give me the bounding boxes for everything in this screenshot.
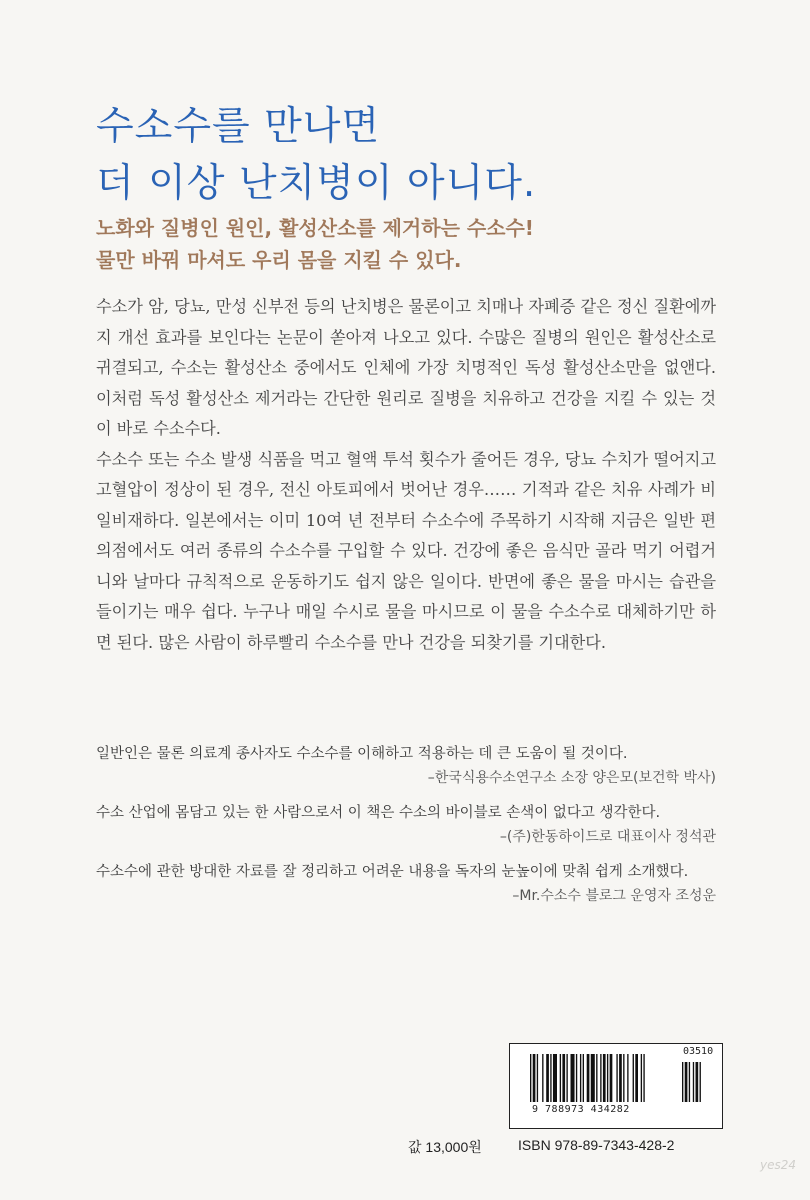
barcode-bar [596,1054,597,1102]
barcode-bar [550,1054,551,1102]
barcode-bar [537,1054,538,1102]
barcode-digits: 9 788973 434282 [532,1104,630,1115]
barcode-bars [530,1054,705,1106]
barcode-addon-bar [700,1062,701,1102]
endorsement-attribution: –한국식용수소연구소 소장 양은모(보건학 박사) [427,770,716,786]
barcode-bar [542,1054,543,1102]
barcode-bar [635,1054,638,1102]
headline-line-2: 더 이상 난치병이 아니다. [96,161,537,206]
barcode-addon-code: 03510 [683,1046,714,1057]
endorsement-attribution: –(주)한동하이드로 대표이사 정석관 [499,829,716,845]
isbn-barcode [509,1043,723,1129]
endorsement-3 [96,860,716,908]
endorsement-2 [96,801,716,849]
endorsement-text: 수소수에 관한 방대한 자료를 잘 정리하고 어려운 내용을 독자의 눈높이에 맞춰 쉽게 소개했다. [96,864,689,880]
barcode-bar [533,1054,536,1102]
barcode-bar [587,1054,590,1102]
barcode-bar [641,1054,642,1102]
barcode-addon-bar [693,1062,694,1102]
endorsement-attribution: –Mr.수소수 블로그 운영자 조성운 [512,888,716,904]
barcode-bar [553,1054,557,1102]
barcode-bar [576,1054,577,1102]
barcode-bar [627,1054,628,1102]
barcode-bar [610,1054,613,1102]
endorsement-text: 수소 산업에 몸담고 있는 한 사람으로서 이 책은 수소의 바이블로 손색이 없다고 생각한다. [96,805,661,821]
barcode-bar [562,1054,565,1102]
body-text [96,292,716,658]
endorsements [96,742,716,919]
barcode-bar [580,1054,581,1102]
barcode-bar [633,1054,634,1102]
barcode-bar [546,1054,549,1102]
barcode-addon-bar [689,1062,690,1102]
endorsement-1 [96,742,716,790]
barcode-bar [530,1054,531,1102]
subheadline [96,212,736,276]
price: 값 13,000원 [408,1139,482,1155]
headline-line-1: 수소수를 만나면 [96,104,381,149]
barcode-addon-bar [682,1062,683,1102]
barcode-bar [560,1054,561,1102]
barcode-bar [643,1054,644,1102]
barcode-addon-bar [696,1062,699,1102]
barcode-bar [619,1054,622,1102]
barcode-bar [603,1054,606,1102]
barcode-bar [623,1054,624,1102]
barcode-bar [591,1054,595,1102]
barcode-bar [607,1054,608,1102]
watermark-logo: yes24 [760,1158,797,1172]
body-paragraph-1: 수소가 암, 당뇨, 만성 신부전 등의 난치병은 물론이고 치매나 자폐증 같은 정신 질환에까지 개선 효과를 보인다는 논문이 쏟아져 나오고 있다. 수많은 질병의 원인은 활성산소로 귀결되고, 수소는 활성산소 중에서도 인체에 가장 치명적인 독성 활성산소만을 없앤다. 이처럼 독성 활성산소 제거라는 간단한 원리로 질병을 치유하고 건강을 지킬 수 있는 것이 바로 수소수다. [96,297,716,438]
barcode-bar [583,1054,584,1102]
barcode-addon-bar [685,1062,688,1102]
isbn-number: ISBN 978-89-7343-428-2 [518,1137,675,1153]
barcode-bar [566,1054,567,1102]
body-paragraph-2: 수소수 또는 수소 발생 식품을 먹고 혈액 투석 횟수가 줄어든 경우, 당뇨 수치가 떨어지고 고혈압이 정상이 된 경우, 전신 아토피에서 벗어난 경우…… 기적과 같은 치유 사례가 비일비재하다. 일본에서는 이미 10여 년 전부터 수소수에 주목하기 시작해 지금은 일반 편의점에서도 여러 종류의 수소수를 구입할 수 있다. 건강에 좋은 음식만 골라 먹기 어렵거니와 날마다 규칙적으로 운동하기도 쉽지 않은 일이다. 반면에 좋은 물을 마시는 습관을 들이기는 매우 쉽다. 누구나 매일 수시로 물을 마시므로 이 물을 수소수로 대체하기만 하면 된다. 많은 사람이 하루빨리 수소수를 만나 건강을 되찾기를 기대한다. [96,449,716,652]
subheadline-line-1: 노화와 질병인 원인, 활성산소를 제거하는 수소수! [96,216,534,240]
headline [96,98,716,212]
endorsement-text: 일반인은 물론 의료계 종사자도 수소수를 이해하고 적용하는 데 큰 도움이 될 것이다. [96,746,628,762]
barcode-bar [571,1054,575,1102]
subheadline-line-2: 물만 바꿔 마셔도 우리 몸을 지킬 수 있다. [96,248,462,272]
barcode-bar [600,1054,601,1102]
barcode-bar [616,1054,617,1102]
